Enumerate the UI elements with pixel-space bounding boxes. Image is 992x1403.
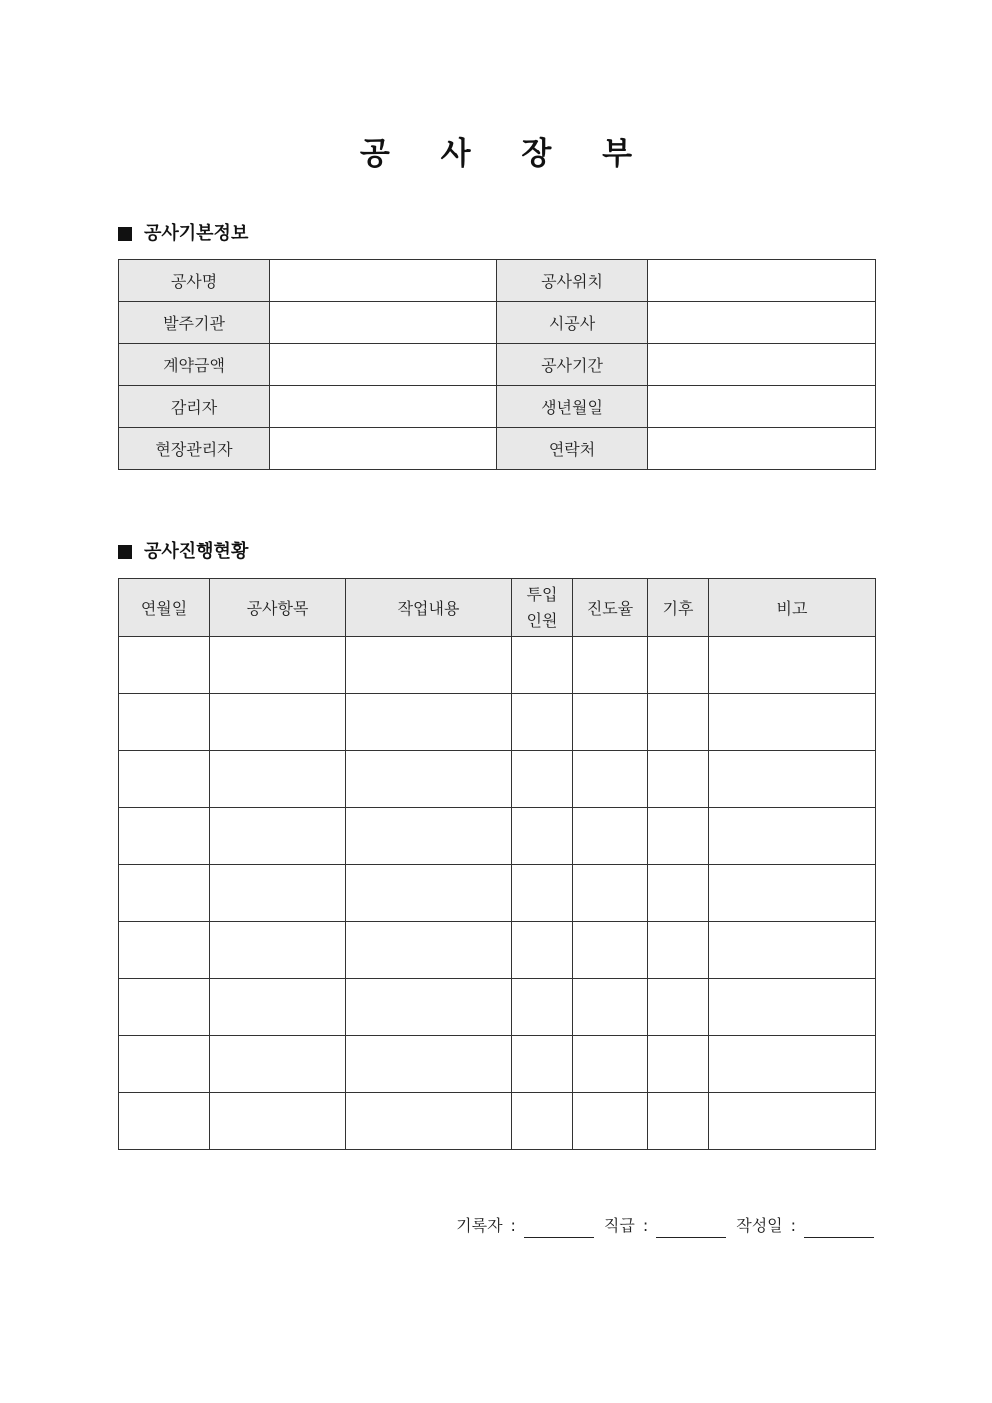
work-cell[interactable] bbox=[346, 922, 512, 979]
column-header-workers-line2: 인원 bbox=[526, 610, 558, 630]
info-label: 공사명 bbox=[119, 260, 270, 302]
progress-heading bbox=[118, 539, 248, 565]
column-header-date: 연월일 bbox=[119, 579, 210, 637]
info-label: 생년월일 bbox=[497, 386, 648, 428]
column-header-remarks: 비고 bbox=[709, 579, 876, 637]
info-value-contract-amount[interactable] bbox=[270, 344, 497, 386]
table-row bbox=[119, 302, 876, 344]
info-label: 감리자 bbox=[119, 386, 270, 428]
info-label: 발주기관 bbox=[119, 302, 270, 344]
remarks-cell[interactable] bbox=[709, 922, 876, 979]
workers-cell[interactable] bbox=[512, 751, 573, 808]
table-row bbox=[119, 1036, 876, 1093]
date-cell[interactable] bbox=[119, 751, 210, 808]
table-row bbox=[119, 694, 876, 751]
progress-table bbox=[118, 578, 876, 1150]
info-value-contact[interactable] bbox=[648, 428, 876, 470]
workers-cell[interactable] bbox=[512, 694, 573, 751]
page-title: 공 사 장 부 bbox=[359, 136, 653, 172]
item-cell[interactable] bbox=[210, 979, 346, 1036]
remarks-cell[interactable] bbox=[709, 1093, 876, 1150]
info-label: 현장관리자 bbox=[119, 428, 270, 470]
table-row bbox=[119, 344, 876, 386]
recorder-label: 기록자 bbox=[456, 1216, 503, 1235]
table-row bbox=[119, 865, 876, 922]
position-colon: : bbox=[642, 1216, 649, 1235]
info-label: 공사위치 bbox=[497, 260, 648, 302]
remarks-cell[interactable] bbox=[709, 808, 876, 865]
progress-rate-cell[interactable] bbox=[573, 637, 648, 694]
column-header-weather: 기후 bbox=[648, 579, 709, 637]
basic-info-table bbox=[118, 259, 876, 470]
workers-cell[interactable] bbox=[512, 808, 573, 865]
table-row bbox=[119, 260, 876, 302]
item-cell[interactable] bbox=[210, 637, 346, 694]
info-value-birthdate[interactable] bbox=[648, 386, 876, 428]
progress-rate-cell[interactable] bbox=[573, 979, 648, 1036]
table-row bbox=[119, 751, 876, 808]
progress-rate-cell[interactable] bbox=[573, 865, 648, 922]
date-cell[interactable] bbox=[119, 979, 210, 1036]
item-cell[interactable] bbox=[210, 1093, 346, 1150]
date-cell[interactable] bbox=[119, 808, 210, 865]
date-cell[interactable] bbox=[119, 694, 210, 751]
work-cell[interactable] bbox=[346, 979, 512, 1036]
info-label: 공사기간 bbox=[497, 344, 648, 386]
progress-rate-cell[interactable] bbox=[573, 808, 648, 865]
work-cell[interactable] bbox=[346, 637, 512, 694]
date-cell[interactable] bbox=[119, 865, 210, 922]
workers-cell[interactable] bbox=[512, 637, 573, 694]
square-bullet-icon bbox=[118, 545, 132, 559]
column-header-item: 공사항목 bbox=[210, 579, 346, 637]
info-value-site-manager[interactable] bbox=[270, 428, 497, 470]
progress-heading-text: 공사진행현황 bbox=[144, 541, 249, 562]
work-cell[interactable] bbox=[346, 865, 512, 922]
info-label: 계약금액 bbox=[119, 344, 270, 386]
column-header-workers-line1: 투입 bbox=[526, 584, 558, 604]
workers-cell[interactable] bbox=[512, 865, 573, 922]
table-header-row bbox=[119, 579, 876, 637]
work-cell[interactable] bbox=[346, 1093, 512, 1150]
info-value-client[interactable] bbox=[270, 302, 497, 344]
item-cell[interactable] bbox=[210, 694, 346, 751]
table-row bbox=[119, 637, 876, 694]
date-label: 작성일 bbox=[736, 1216, 783, 1235]
column-header-workers bbox=[512, 579, 573, 637]
item-cell[interactable] bbox=[210, 808, 346, 865]
progress-rate-cell[interactable] bbox=[573, 922, 648, 979]
remarks-cell[interactable] bbox=[709, 979, 876, 1036]
date-field[interactable] bbox=[804, 1219, 874, 1238]
basic-info-heading bbox=[118, 221, 248, 247]
work-cell[interactable] bbox=[346, 808, 512, 865]
info-value-contractor[interactable] bbox=[648, 302, 876, 344]
progress-rate-cell[interactable] bbox=[573, 694, 648, 751]
square-bullet-icon bbox=[118, 227, 132, 241]
position-field[interactable] bbox=[656, 1219, 726, 1238]
work-cell[interactable] bbox=[346, 694, 512, 751]
weather-cell[interactable] bbox=[648, 922, 709, 979]
item-cell[interactable] bbox=[210, 1036, 346, 1093]
weather-cell[interactable] bbox=[648, 808, 709, 865]
item-cell[interactable] bbox=[210, 922, 346, 979]
table-row bbox=[119, 386, 876, 428]
item-cell[interactable] bbox=[210, 751, 346, 808]
date-cell[interactable] bbox=[119, 1036, 210, 1093]
basic-info-heading-text: 공사기본정보 bbox=[144, 223, 249, 244]
weather-cell[interactable] bbox=[648, 865, 709, 922]
weather-cell[interactable] bbox=[648, 1036, 709, 1093]
recorder-field[interactable] bbox=[524, 1219, 594, 1238]
remarks-cell[interactable] bbox=[709, 1036, 876, 1093]
table-row bbox=[119, 808, 876, 865]
work-cell[interactable] bbox=[346, 1036, 512, 1093]
workers-cell[interactable] bbox=[512, 979, 573, 1036]
signature-footer bbox=[456, 1214, 874, 1238]
workers-cell[interactable] bbox=[512, 1036, 573, 1093]
date-colon: : bbox=[790, 1216, 796, 1235]
remarks-cell[interactable] bbox=[709, 694, 876, 751]
info-value-supervisor[interactable] bbox=[270, 386, 497, 428]
remarks-cell[interactable] bbox=[709, 637, 876, 694]
table-row bbox=[119, 979, 876, 1036]
position-label: 직급 bbox=[603, 1216, 635, 1235]
info-value-project-name[interactable] bbox=[270, 260, 497, 302]
progress-rate-cell[interactable] bbox=[573, 751, 648, 808]
date-cell[interactable] bbox=[119, 1093, 210, 1150]
remarks-cell[interactable] bbox=[709, 865, 876, 922]
table-row bbox=[119, 922, 876, 979]
workers-cell[interactable] bbox=[512, 1093, 573, 1150]
table-row bbox=[119, 428, 876, 470]
weather-cell[interactable] bbox=[648, 694, 709, 751]
info-label: 시공사 bbox=[497, 302, 648, 344]
info-label: 연락처 bbox=[497, 428, 648, 470]
column-header-progress-rate: 진도율 bbox=[573, 579, 648, 637]
date-cell[interactable] bbox=[119, 922, 210, 979]
progress-rate-cell[interactable] bbox=[573, 1093, 648, 1150]
workers-cell[interactable] bbox=[512, 922, 573, 979]
item-cell[interactable] bbox=[210, 865, 346, 922]
progress-table-body bbox=[119, 637, 876, 1150]
weather-cell[interactable] bbox=[648, 637, 709, 694]
recorder-colon: : bbox=[510, 1216, 516, 1235]
progress-rate-cell[interactable] bbox=[573, 1036, 648, 1093]
weather-cell[interactable] bbox=[648, 979, 709, 1036]
weather-cell[interactable] bbox=[648, 1093, 709, 1150]
column-header-work: 작업내용 bbox=[346, 579, 512, 637]
work-cell[interactable] bbox=[346, 751, 512, 808]
table-row bbox=[119, 1093, 876, 1150]
date-cell[interactable] bbox=[119, 637, 210, 694]
weather-cell[interactable] bbox=[648, 751, 709, 808]
info-value-period[interactable] bbox=[648, 344, 876, 386]
info-value-location[interactable] bbox=[648, 260, 876, 302]
remarks-cell[interactable] bbox=[709, 751, 876, 808]
